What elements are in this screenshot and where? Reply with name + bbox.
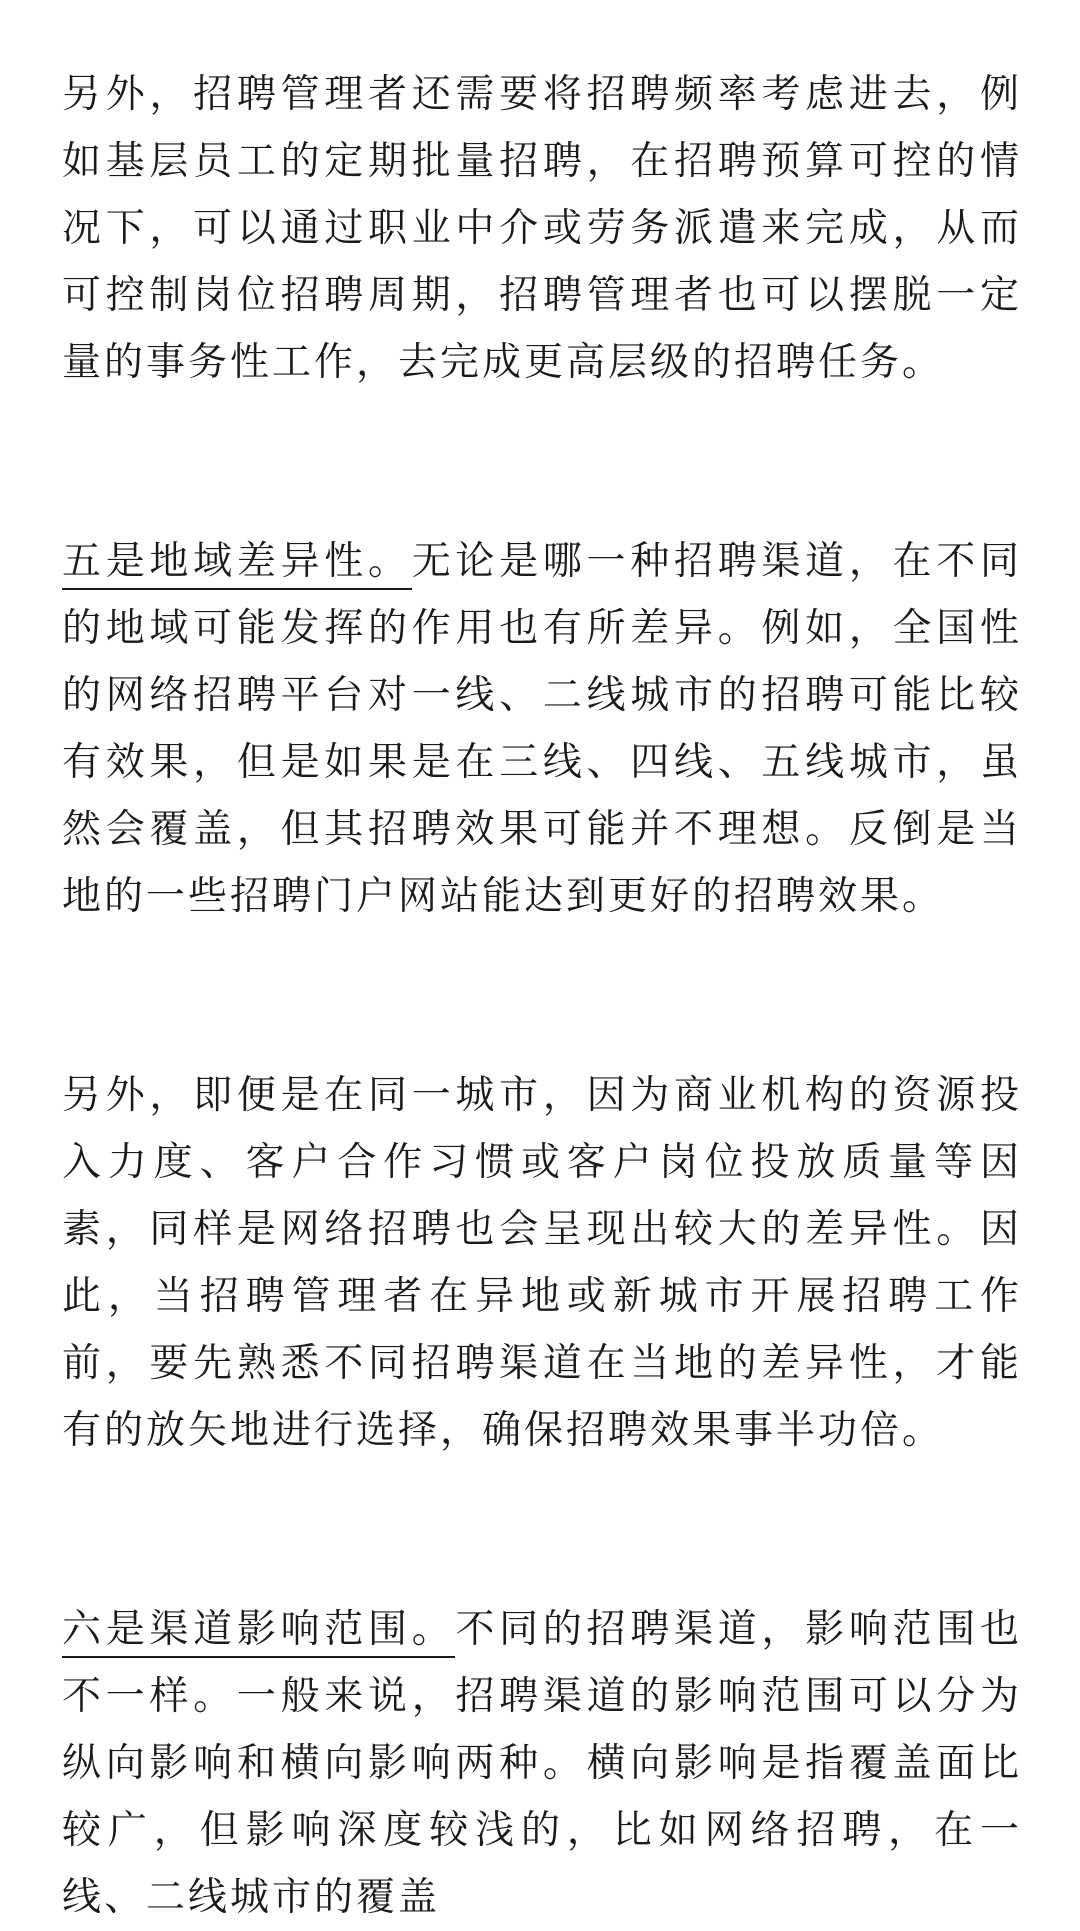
paragraph-channel-influence: [62, 1596, 1022, 1931]
paragraph-text: 另外，即便是在同一城市，因为商业机构的资源投入力度、客户合作习惯或客户岗位投放质量等因素，同样是网络招聘也会呈现出较大的差异性。因此，当招聘管理者在异地或新城市开展招聘工作前，要先熟悉不同招聘渠道在当地的差异性，才能有的放矢地进行选择，确保招聘效果事半功倍。: [62, 1073, 1022, 1453]
paragraph-regional-difference: [62, 528, 1022, 930]
section-heading-channel-influence: 六是渠道影响范围。: [62, 1607, 455, 1658]
paragraph-text: 另外，招聘管理者还需要将招聘频率考虑进去，例如基层员工的定期批量招聘，在招聘预算可控的情况下，可以通过职业中介或劳务派遣来完成，从而可控制岗位招聘周期，招聘管理者也可以摆脱一定量的事务性工作，去完成更高层级的招聘任务。: [62, 72, 1022, 385]
paragraph-recruitment-frequency: [62, 61, 1022, 396]
paragraph-text: 不同的招聘渠道，影响范围也不一样。一般来说，招聘渠道的影响范围可以分为纵向影响和横向影响两种。横向影响是指覆盖面比较广，但影响深度较浅的，比如网络招聘，在一线、二线城市的覆盖: [62, 1607, 1022, 1920]
section-heading-regional-difference: 五是地域差异性。: [62, 539, 412, 590]
article-body: [62, 0, 1022, 1931]
paragraph-same-city-difference: [62, 1062, 1022, 1464]
paragraph-text: 无论是哪一种招聘渠道，在不同的地域可能发挥的作用也有所差异。例如，全国性的网络招聘平台对一线、二线城市的招聘可能比较有效果，但是如果是在三线、四线、五线城市，虽然会覆盖，但其招聘效果可能并不理想。反倒是当地的一些招聘门户网站能达到更好的招聘效果。: [62, 539, 1022, 919]
